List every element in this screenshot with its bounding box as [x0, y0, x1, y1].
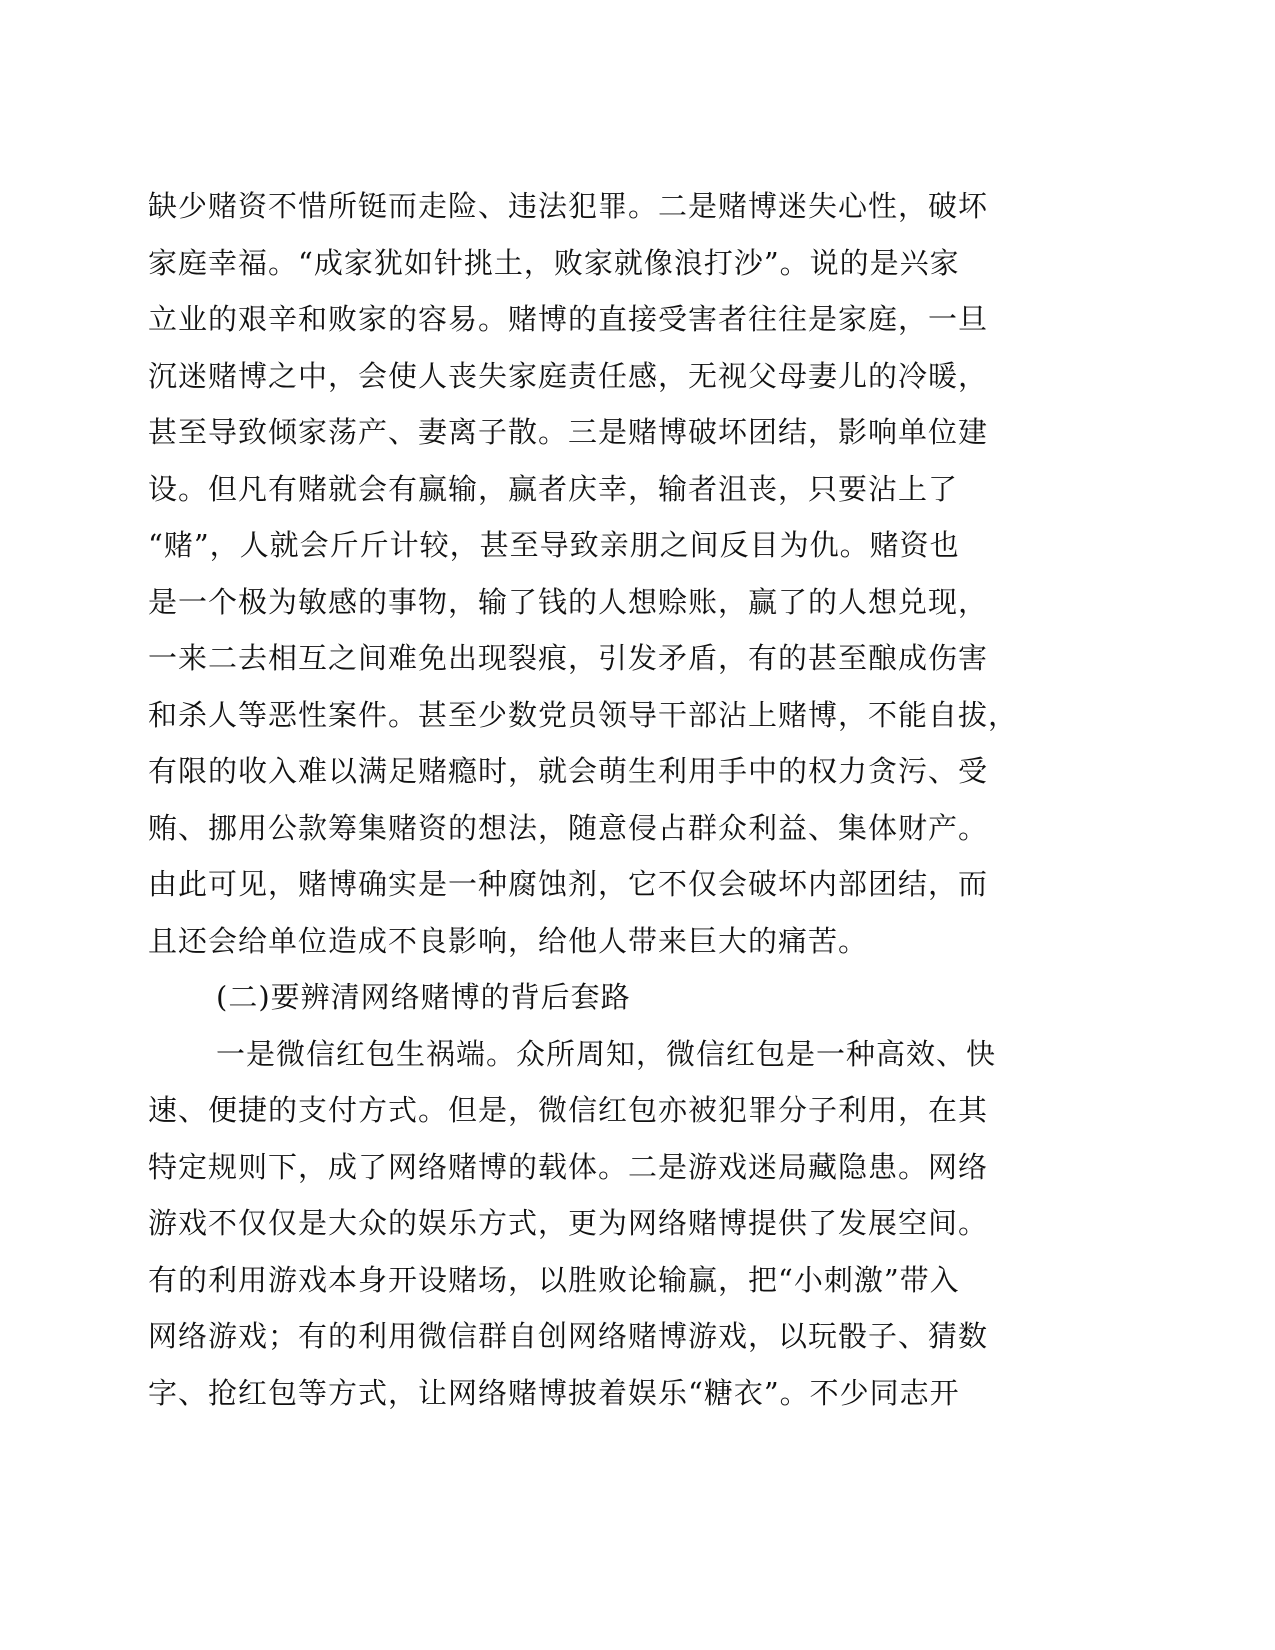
text-line: 甚至导致倾家荡产、妻离子散。三是赌博破坏团结，影响单位建	[148, 415, 989, 449]
text-line: 有限的收入难以满足赌瘾时，就会萌生利用手中的权力贪污、受	[148, 754, 989, 788]
text-line: 是一个极为敏感的事物，输了钱的人想赊账，赢了的人想兑现，	[148, 584, 989, 619]
text-line: 游戏不仅仅是大众的娱乐方式，更为网络赌博提供了发展空间。	[148, 1206, 989, 1240]
text-line: 有的利用游戏本身开设赌场，以胜败论输赢，把“小刺激”带入	[148, 1262, 960, 1297]
text-line: 设。但凡有赌就会有赢输，赢者庆幸，输者沮丧，只要沾上了	[148, 471, 959, 506]
text-line: 速、便捷的支付方式。但是，微信红包亦被犯罪分子利用，在其	[148, 1093, 989, 1127]
text-line: 沉迷赌博之中，会使人丧失家庭责任感，无视父母妻儿的冷暖，	[148, 358, 989, 393]
section-heading: (二)要辨清网络赌博的背后套路	[216, 980, 631, 1014]
text-line: 一来二去相互之间难免出现裂痕，引发矛盾，有的甚至酿成伤害	[148, 641, 989, 675]
text-line: 一是微信红包生祸端。众所周知，微信红包是一种高效、快	[216, 1036, 997, 1071]
text-line: “赌”，人就会斤斤计较，甚至导致亲朋之间反目为仇。赌资也	[148, 528, 960, 562]
text-line: 家庭幸福。“成家犹如针挑土，败家就像浪打沙”。说的是兴家	[148, 245, 960, 280]
text-line: 特定规则下，成了网络赌博的载体。二是游戏迷局藏隐患。网络	[148, 1149, 989, 1184]
text-line: 立业的艰辛和败家的容易。赌博的直接受害者往往是家庭，一旦	[148, 302, 989, 336]
text-line: 且还会给单位造成不良影响，给他人带来巨大的痛苦。	[148, 923, 869, 958]
text-line: 和杀人等恶性案件。甚至少数党员领导干部沾上赌博，不能自拔，	[148, 697, 1019, 732]
text-line: 由此可见，赌博确实是一种腐蚀剂，它不仅会破坏内部团结，而	[148, 867, 989, 901]
text-line: 贿、挪用公款筹集赌资的想法，随意侵占群众利益、集体财产。	[148, 810, 989, 845]
text-line: 缺少赌资不惜所铤而走险、违法犯罪。二是赌博迷失心性，破坏	[148, 189, 989, 223]
text-line: 字、抢红包等方式，让网络赌博披着娱乐“糖衣”。不少同志开	[148, 1375, 960, 1410]
text-line: 网络游戏；有的利用微信群自创网络赌博游戏，以玩骰子、猜数	[148, 1319, 989, 1353]
body-text	[148, 178, 1048, 1421]
